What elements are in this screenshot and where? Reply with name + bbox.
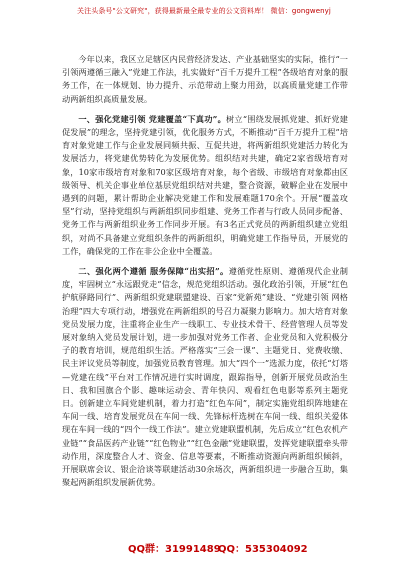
section-1-heading: 一、强化党建引领 党建覆盖“下真功”。: [78, 113, 226, 124]
intro-text: 今年以来，我区立足辖区内民营经济发达、产业基础坚实的实际，推行“一引领两遵循三融入”党建工作法，扎实做好“百千万提升工程”各级培育对象的服务工作，在一体规划、协力提升、示范带动上聚力用劲，以高质量党建工作带动两新组织高质量发展。: [62, 54, 348, 104]
qq-group-number: QQ群：31991489: [128, 544, 221, 555]
qq-number: QQ：535304092: [218, 544, 308, 555]
section-2-heading: 二、强化两个遵循 服务保障“出实招”。: [78, 266, 229, 277]
section-2-paragraph: [62, 265, 348, 489]
intro-paragraph: [62, 53, 348, 106]
section-1-paragraph: [62, 113, 348, 258]
document-body: [62, 53, 348, 490]
section-2-text: 遵循党性原则、遵循现代企业制度，牢固树立“永远跟党走”信念，规范党组织活动。强化政治引领，开展“红色护航驿路同行”、两新组织党建联盟建设、百家“党新苑”建设、“党建引领 网格治理”四大专项行动，增强党在两新组织的号召力凝聚力影响力。加大培育对象党员发展力度，注重将企业生产一线职工、专业技术骨干、经营管理人员等发展对象纳入党员发展计划，进一步加强对党务工作者、企业党员和入党积极分子的教育培训，规范组织生活。严格落实“三会一课”、主题党日、党费收缴、民主评议党员等制度，加强党员教育管理。加大“四个一”选派力度，依托“灯塔—党建在线”平台对工作情况进行实时调度，跟踪指导，创新开展党员政治生日、我和国旗合个影、趣味运动会、青年快闪、观看红色电影等系列主题党日。创新建立车间党建机制，着力打造“红色车间”，制定实施党组织阵地建在车间一线、培育发展党员在车间一线、先锋标杆选树在车间一线、组织关爱体现在车间一线的“四个一线工作法”。建立党建联盟机制，先后成立“红色农机产业链”“食品医药产业链”“红色物业”“红色金融”党建联盟，发挥党建联盟牵头带动作用，深度整合人才、资金、信息等要素，不断推动资源向两新组织倾斜，开展联席会议、银企洽谈等联建活动30余场次，两新组织进一步融合互助，集聚起两新组织发展新优势。: [62, 266, 348, 488]
section-1-text: 树立“围绕发展抓党建、抓好党建促发展”的理念，坚持党建引领，优化服务方式，不断推动“百千万提升工程”培育对象党建工作与企业发展同频共振、互促共进，将两新组织党建活力转化为发展活力，将党建优势转化为发展优势。组织结对共建，确定2家省级培育对象，10家市级培育对象和70家区级培育对象，每个省级、市级培育对象都由区级领导、机关企事业单位基层党组织结对共建，整合资源，破解企业在发展中遇到的问题，累计帮助企业解决党建工作和发展难题170余个。开展“覆盖攻坚”行动，坚持党组织与两新组织同步组建、党务工作者与行政人员同步配备、党务工作与两新组织业务工作同步开展。有3名正式党员的两新组织建立党组织，对尚不具备建立党组织条件的两新组织，明确党建工作指导员，开展党的工作，确保党的工作在非公企业中全覆盖。: [62, 113, 348, 256]
header-banner: 关注头条号"公文研究"，获得最新最全最专业的公文资料库！ 微信：gongwenyj: [77, 7, 331, 15]
